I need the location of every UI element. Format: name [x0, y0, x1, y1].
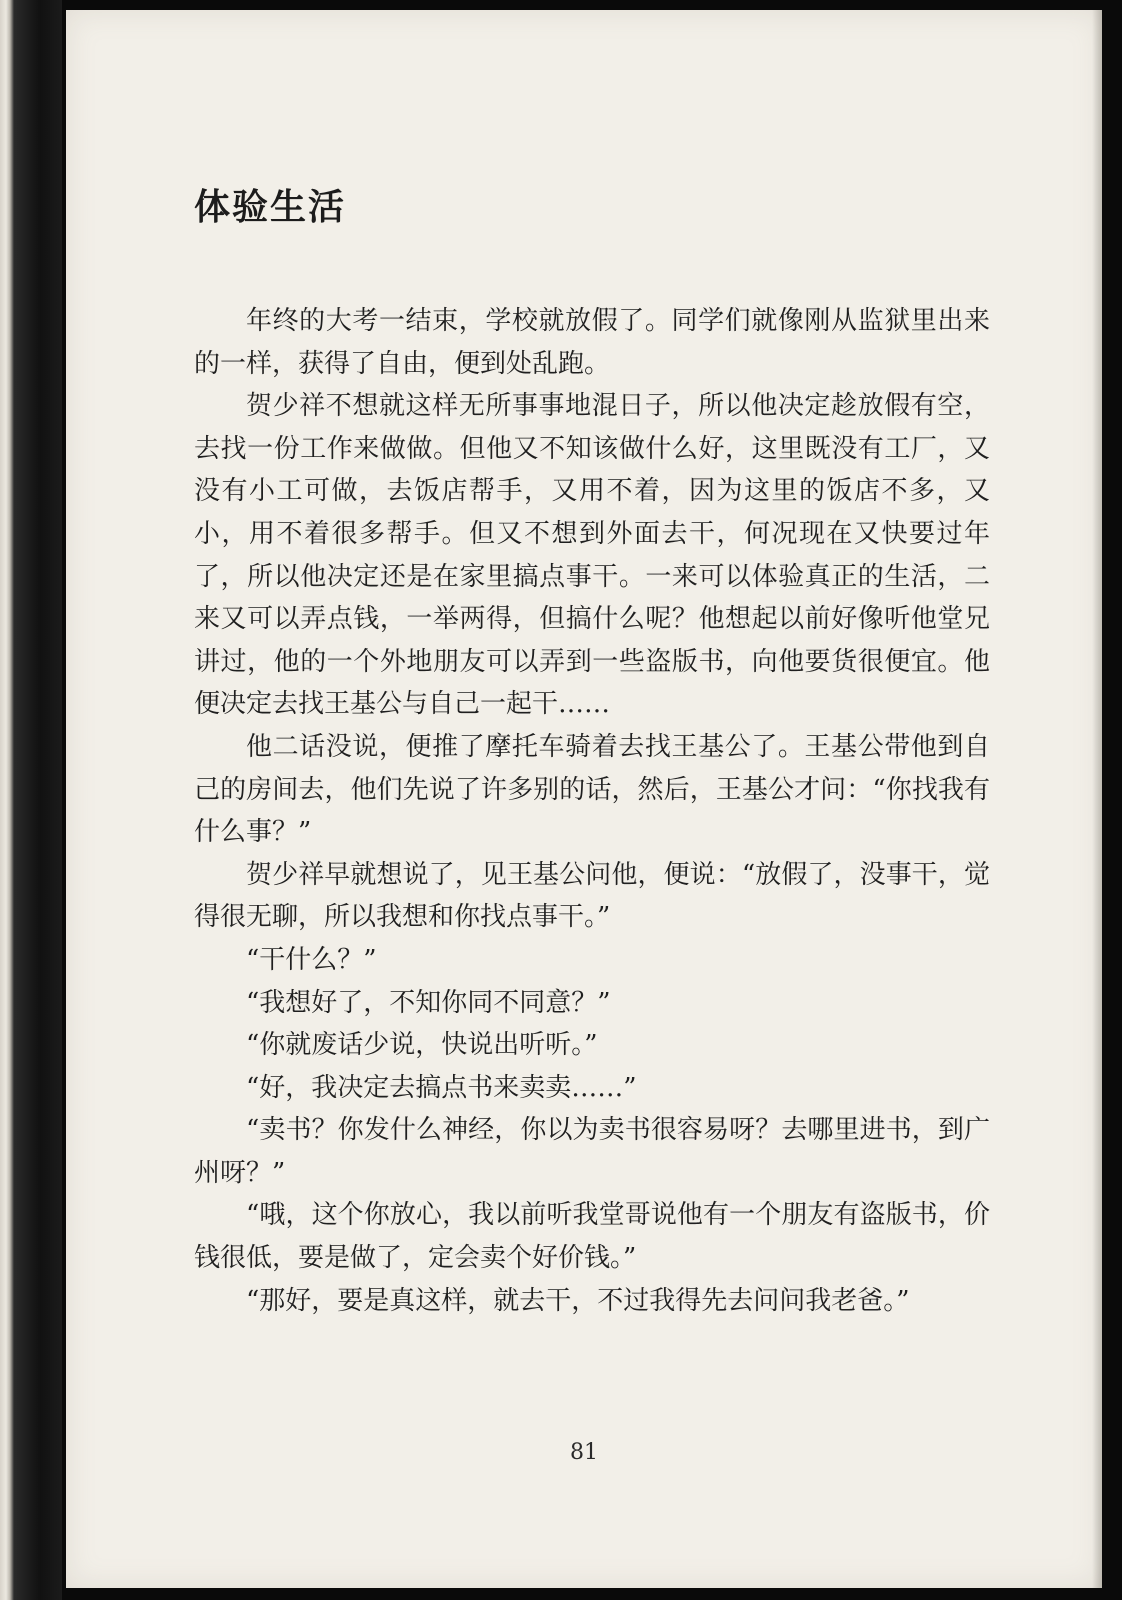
chapter-title: 体验生活: [194, 187, 347, 228]
book-page: [66, 10, 1102, 1588]
book-spine-edge: [0, 0, 62, 1600]
body-text: [194, 300, 990, 1322]
page-number: 81: [570, 1440, 598, 1465]
paragraph: “你就废话少说，快说出听听。”: [246, 1030, 598, 1061]
paragraph: 他二话没说，便推了摩托车骑着去找王基公了。王基公带他到自己的房间去，他们先说了许多别的话，然后，王基公才问：“你找我有什么事？”: [194, 731, 990, 848]
paragraph: “哦，这个你放心，我以前听我堂哥说他有一个朋友有盗版书，价钱很低，要是做了，定会卖个好价钱。”: [194, 1200, 990, 1274]
paragraph: 贺少祥不想就这样无所事事地混日子，所以他决定趁放假有空，去找一份工作来做做。但他又不知该做什么好，这里既没有工厂，又没有小工可做，去饭店帮手，又用不着，因为这里的饭店不多，又小，用不着很多帮手。但又不想到外面去干，何况现在又快要过年了，所以他决定还是在家里搞点事干。一来可以体验真正的生活，二来又可以弄点钱，一举两得，但搞什么呢？他想起以前好像听他堂兄讲过，他的一个外地朋友可以弄到一些盗版书，向他要货很便宜。他便决定去找王基公与自己一起干……: [194, 391, 990, 720]
paragraph: 年终的大考一结束，学校就放假了。同学们就像刚从监狱里出来的一样，获得了自由，便到处乱跑。: [194, 306, 990, 379]
paragraph: “那好，要是真这样，就去干，不过我得先去问问我老爸。”: [246, 1285, 910, 1316]
paragraph: “干什么？”: [246, 944, 377, 975]
paragraph: “我想好了，不知你同不同意？”: [246, 987, 611, 1018]
paragraph: 贺少祥早就想说了，见王基公问他，便说：“放假了，没事干，觉得很无聊，所以我想和你找点事干。”: [194, 859, 990, 933]
paragraph: “卖书？你发什么神经，你以为卖书很容易呀？去哪里进书，到广州呀？”: [194, 1115, 990, 1188]
paragraph: “好，我决定去搞点书来卖卖……”: [246, 1072, 637, 1103]
